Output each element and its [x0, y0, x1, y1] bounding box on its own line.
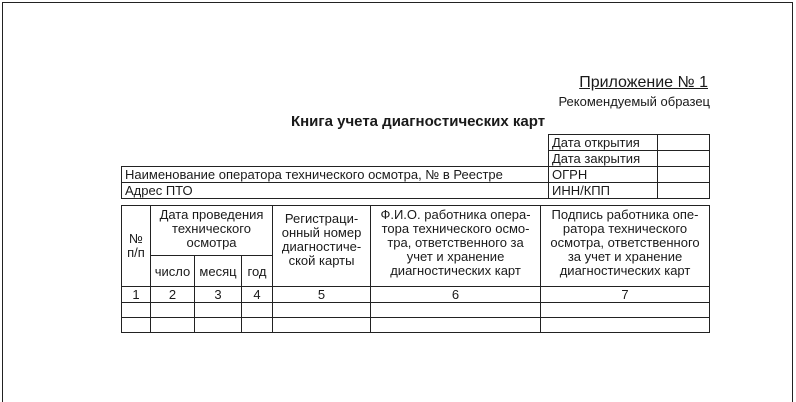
- table-cell[interactable]: [541, 303, 710, 318]
- date-opened-value[interactable]: [658, 135, 710, 151]
- col-number-1: 1: [122, 287, 151, 303]
- table-cell[interactable]: [122, 303, 151, 318]
- appendix-label: Приложение № 1: [579, 74, 708, 91]
- col-number-7: 7: [541, 287, 710, 303]
- col-no-header: № п/п: [122, 206, 151, 287]
- table-cell[interactable]: [195, 318, 242, 333]
- col-number-3: 3: [195, 287, 242, 303]
- ogrn-value[interactable]: [658, 167, 710, 183]
- table-cell[interactable]: [151, 303, 195, 318]
- records-table: [121, 205, 710, 333]
- table-cell[interactable]: [371, 303, 541, 318]
- page-frame: [2, 2, 793, 402]
- col-date-header: Дата проведения технического осмотра: [151, 206, 273, 256]
- table-row: [122, 318, 710, 333]
- table-cell[interactable]: [242, 303, 273, 318]
- date-closed-label: Дата закрытия: [549, 151, 658, 167]
- col-number-5: 5: [273, 287, 371, 303]
- date-opened-label: Дата открытия: [549, 135, 658, 151]
- table-cell[interactable]: [122, 318, 151, 333]
- col-employee-header: Ф.И.О. работника опера-тора технического осмо-тра, ответственного за учет и хранение диагностических карт: [371, 206, 541, 287]
- date-closed-value[interactable]: [658, 151, 710, 167]
- header-block: [121, 134, 710, 199]
- inn-kpp-value[interactable]: [658, 183, 710, 199]
- table-cell[interactable]: [541, 318, 710, 333]
- ogrn-label: ОГРН: [549, 167, 658, 183]
- sample-label: Рекомендуемый образец: [558, 94, 710, 109]
- table-row: [122, 303, 710, 318]
- document-title: Книга учета диагностических карт: [290, 113, 546, 130]
- col-number-6: 6: [371, 287, 541, 303]
- col-signature-header: Подпись работника опе-ратора технического осмотра, ответственного за учет и хранение диагностических карт: [541, 206, 710, 287]
- operator-name-label: Наименование оператора технического осмотра, № в Реестре: [122, 167, 549, 183]
- col-month-header: месяц: [195, 256, 242, 287]
- col-year-header: год: [242, 256, 273, 287]
- table-cell[interactable]: [242, 318, 273, 333]
- inn-kpp-label: ИНН/КПП: [549, 183, 658, 199]
- table-cell[interactable]: [195, 303, 242, 318]
- address-label: Адрес ПТО: [122, 183, 549, 199]
- table-cell[interactable]: [273, 318, 371, 333]
- table-cell[interactable]: [273, 303, 371, 318]
- col-day-header: число: [151, 256, 195, 287]
- table-cell[interactable]: [371, 318, 541, 333]
- col-reg-no-header: Регистраци-онный номер диагностиче-ской карты: [273, 206, 371, 287]
- table-cell[interactable]: [151, 318, 195, 333]
- col-number-4: 4: [242, 287, 273, 303]
- col-number-2: 2: [151, 287, 195, 303]
